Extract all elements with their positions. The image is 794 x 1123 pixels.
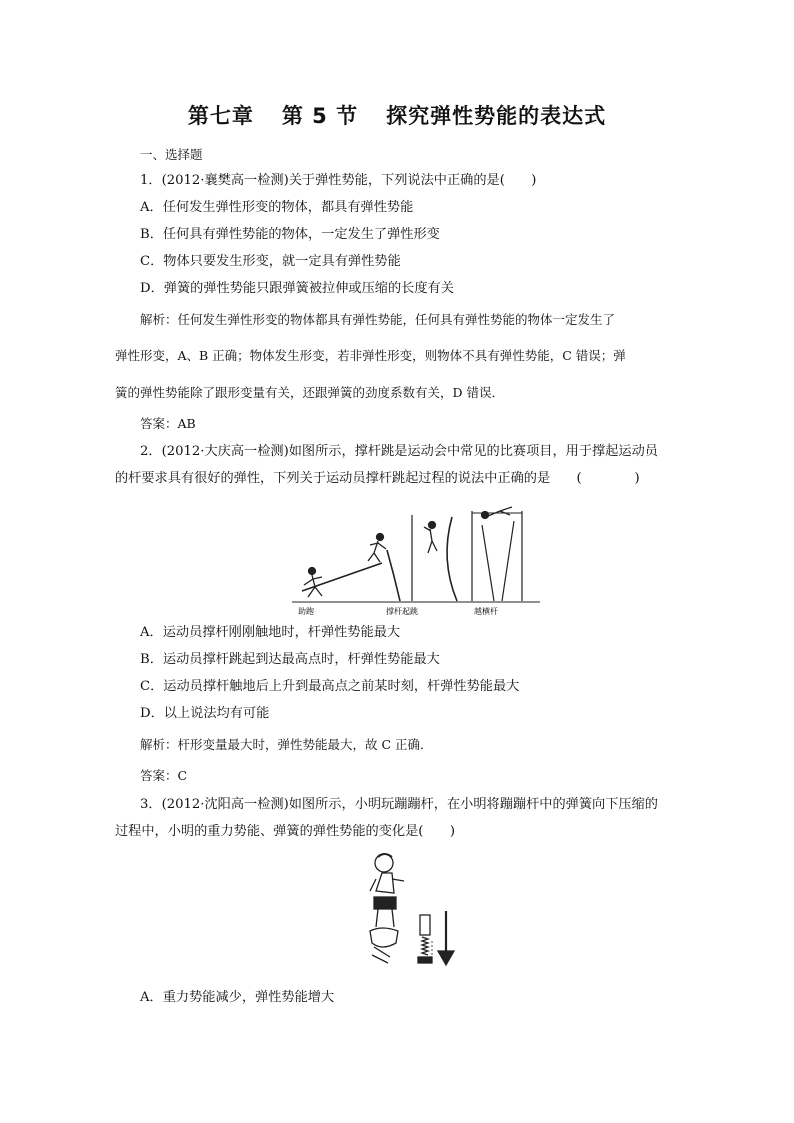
q1-option-a: A．任何发生弹性形变的物体，都具有弹性势能 <box>140 200 414 215</box>
page-title <box>0 100 794 130</box>
q3-stem-line2: 过程中，小明的重力势能、弹簧的弹性势能的变化是( ) <box>115 824 455 839</box>
q1-option-b: B．任何具有弹性势能的物体，一定发生了弹性形变 <box>140 227 440 242</box>
q2-option-d: D．以上说法均有可能 <box>140 706 270 721</box>
q1-analysis-line1: 解析：任何发生弹性形变的物体都具有弹性势能，任何具有弹性势能的物体一定发生了 <box>140 312 616 327</box>
fig-label-takeoff: 撑杆起跳 <box>386 607 418 616</box>
q3-option-a: A．重力势能减少，弹性势能增大 <box>140 990 335 1005</box>
q2-stem-line2: 的杆要求具有很好的弹性，下列关于运动员撑杆跳起过程的说法中正确的是 ( ) <box>115 471 640 486</box>
q1-answer: 答案：AB <box>140 416 196 431</box>
pole-vault-figure <box>282 505 550 617</box>
q2-stem-line1: 2．(2012·大庆高一检测)如图所示，撑杆跳是运动会中常见的比赛项目，用于撑起运动员 <box>140 444 658 459</box>
fig-label-clear-bar: 越横杆 <box>474 607 498 616</box>
q1-option-c: C．物体只要发生形变，就一定具有弹性势能 <box>140 254 401 269</box>
q3-stem-line1: 3．(2012·沈阳高一检测)如图所示，小明玩蹦蹦杆，在小明将蹦蹦杆中的弹簧向下压缩的 <box>140 797 658 812</box>
topic-label: 探究弹性势能的表达式 <box>386 104 607 128</box>
q1-analysis-line2: 弹性形变，A、B 正确；物体发生形变，若非弹性形变，则物体不具有弹性势能，C 错误；弹 <box>115 348 626 363</box>
section-label: 第 5 节 <box>281 104 359 128</box>
q1-stem: 1．(2012·襄樊高一检测)关于弹性势能，下列说法中正确的是( ) <box>140 173 537 188</box>
q2-option-a: A．运动员撑杆刚刚触地时，杆弹性势能最大 <box>140 625 401 640</box>
pogo-stick-figure <box>362 851 474 973</box>
chapter-label: 第七章 <box>187 104 254 128</box>
q1-option-d: D．弹簧的弹性势能只跟弹簧被拉伸或压缩的长度有关 <box>140 281 454 296</box>
section-heading: 一、选择题 <box>140 147 203 162</box>
q2-option-c: C．运动员撑杆触地后上升到最高点之前某时刻，杆弹性势能最大 <box>140 679 520 694</box>
fig-label-run: 助跑 <box>298 607 314 616</box>
q2-answer: 答案：C <box>140 768 188 783</box>
q2-analysis: 解析：杆形变量最大时，弹性势能最大，故 C 正确． <box>140 737 433 752</box>
q1-analysis-line3: 簧的弹性势能除了跟形变量有关，还跟弹簧的劲度系数有关，D 错误． <box>115 385 504 400</box>
q2-option-b: B．运动员撑杆跳起到达最高点时，杆弹性势能最大 <box>140 652 440 667</box>
